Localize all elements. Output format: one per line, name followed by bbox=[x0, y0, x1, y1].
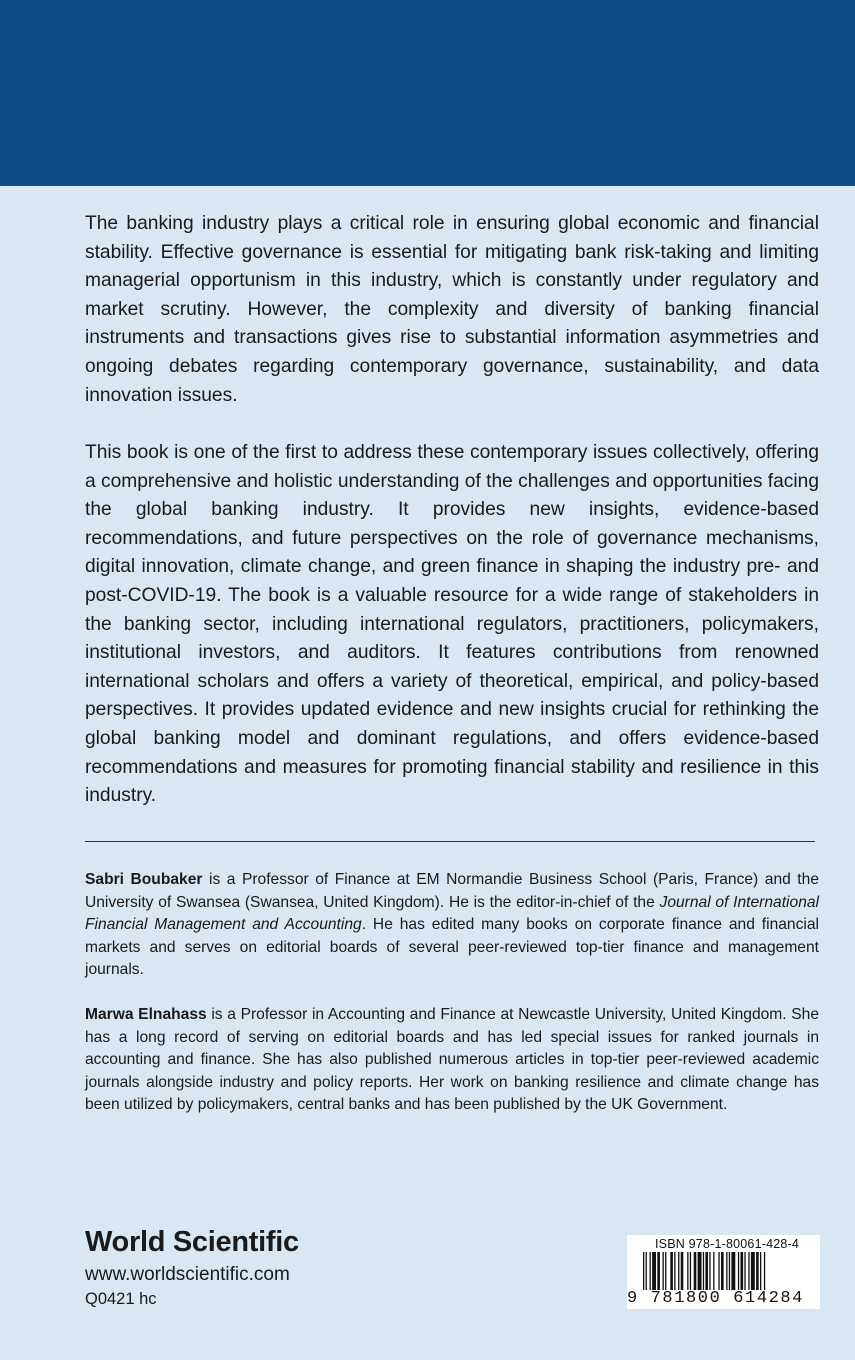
barcode-bar bbox=[705, 1252, 708, 1290]
top-color-band bbox=[0, 0, 855, 186]
barcode-bar bbox=[687, 1252, 688, 1290]
barcode-bars bbox=[643, 1252, 813, 1290]
barcode-bar bbox=[674, 1252, 675, 1290]
journal-title: Journal of International Financial Management and Accounting bbox=[85, 893, 819, 934]
barcode-bar bbox=[726, 1252, 727, 1290]
barcode-bar bbox=[713, 1252, 714, 1290]
barcode-bar bbox=[690, 1252, 691, 1290]
barcode-bar bbox=[643, 1252, 644, 1290]
barcode-bar bbox=[729, 1252, 730, 1290]
barcode-bar bbox=[731, 1252, 735, 1290]
barcode-bar bbox=[663, 1252, 664, 1290]
publisher-website: www.worldscientific.com bbox=[85, 1264, 290, 1285]
barcode-bar bbox=[698, 1252, 702, 1290]
barcode-bar bbox=[748, 1252, 749, 1290]
author-bio-elnahass bbox=[85, 1004, 819, 1117]
barcode-bar bbox=[665, 1252, 666, 1290]
author-bio-text: . He has edited many books on corporate finance and financial markets and serves on editorial boards of several peer-reviewed top-tier finance and management journals. bbox=[85, 916, 820, 979]
barcode-bar bbox=[678, 1252, 679, 1290]
barcode-bar bbox=[751, 1252, 755, 1290]
author-name: Marwa Elnahass bbox=[85, 1006, 207, 1023]
author-bio-text: is a Professor in Accounting and Finance at Newcastle University, United Kingdom. She has a long record of serving on editorial boards and has led special issues for ranked journals in accounting and finance. She has also published numerous articles in top-tier peer-reviewed academic journals alongside industry and policy reports. Her work on banking resilience and climate change has been utilized by policymakers, central banks and has been published by the UK Government. bbox=[85, 1006, 820, 1114]
barcode-bar bbox=[657, 1252, 660, 1290]
publisher-name: World Scientific bbox=[85, 1226, 299, 1258]
barcode-bar bbox=[764, 1252, 765, 1290]
barcode-bar bbox=[650, 1252, 651, 1290]
barcode-bar bbox=[703, 1252, 704, 1290]
blurb-paragraph-2: This book is one of the first to address these contemporary issues collectively, offering a comprehensive and holistic understanding of the challenges and opportunities facing the global banking industry. It provides new insights, evidence-based recommendations, and future perspectives on the role of governance mechanisms, digital innovation, climate change, and green finance in shaping the industry pre- and post-COVID-19. The book is a valuable resource for a wide range of stakeholders in the banking sector, including international regulators, practitioners, policymakers, institutional investors, and auditors. It features contributions from renowned international scholars and offers a variety of theoretical, empirical, and policy-based perspectives. It provides updated evidence and new insights crucial for rethinking the global banking model and dominant regulations, and offers evidence-based recommendations and measures for promoting financial stability and resilience in this industry. bbox=[85, 442, 819, 807]
barcode-bar bbox=[756, 1252, 759, 1290]
barcode-bar bbox=[652, 1252, 656, 1290]
divider-line bbox=[85, 841, 815, 842]
barcode-bar bbox=[721, 1252, 724, 1290]
isbn-barcode bbox=[627, 1235, 820, 1309]
barcode-bar bbox=[670, 1252, 673, 1290]
barcode-bar bbox=[709, 1252, 710, 1290]
author-bio-boubaker bbox=[85, 869, 819, 982]
barcode-bar bbox=[681, 1252, 684, 1290]
blurb-paragraph-1: The banking industry plays a critical role in ensuring global economic and financial stability. Effective governance is essential for mitigating bank risk-taking and limiting managerial opportunism in this industry, which is constantly under regulatory and market scrutiny. However, the complexity and diversity of banking financial instruments and transactions gives rise to substantial information asymmetries and ongoing debates regarding contemporary governance, sustainability, and data innovation issues. bbox=[85, 213, 819, 406]
barcode-bar bbox=[718, 1252, 719, 1290]
author-bio-text: is a Professor of Finance at EM Normandie Business School (Paris, France) and the University of Swansea (Swansea, United Kingdom). He is the editor-in-chief of the bbox=[85, 871, 819, 911]
product-code: Q0421 hc bbox=[85, 1290, 157, 1308]
barcode-bar bbox=[646, 1252, 647, 1290]
barcode-bar bbox=[694, 1252, 697, 1290]
barcode-digits: 9 781800 614284 bbox=[627, 1289, 805, 1308]
barcode-bar bbox=[744, 1252, 745, 1290]
barcode-bar bbox=[760, 1252, 761, 1290]
isbn-label: ISBN 978-1-80061-428-4 bbox=[655, 1237, 800, 1251]
barcode-bar bbox=[741, 1252, 744, 1290]
author-name: Sabri Boubaker bbox=[85, 871, 203, 888]
barcode-bar bbox=[738, 1252, 739, 1290]
